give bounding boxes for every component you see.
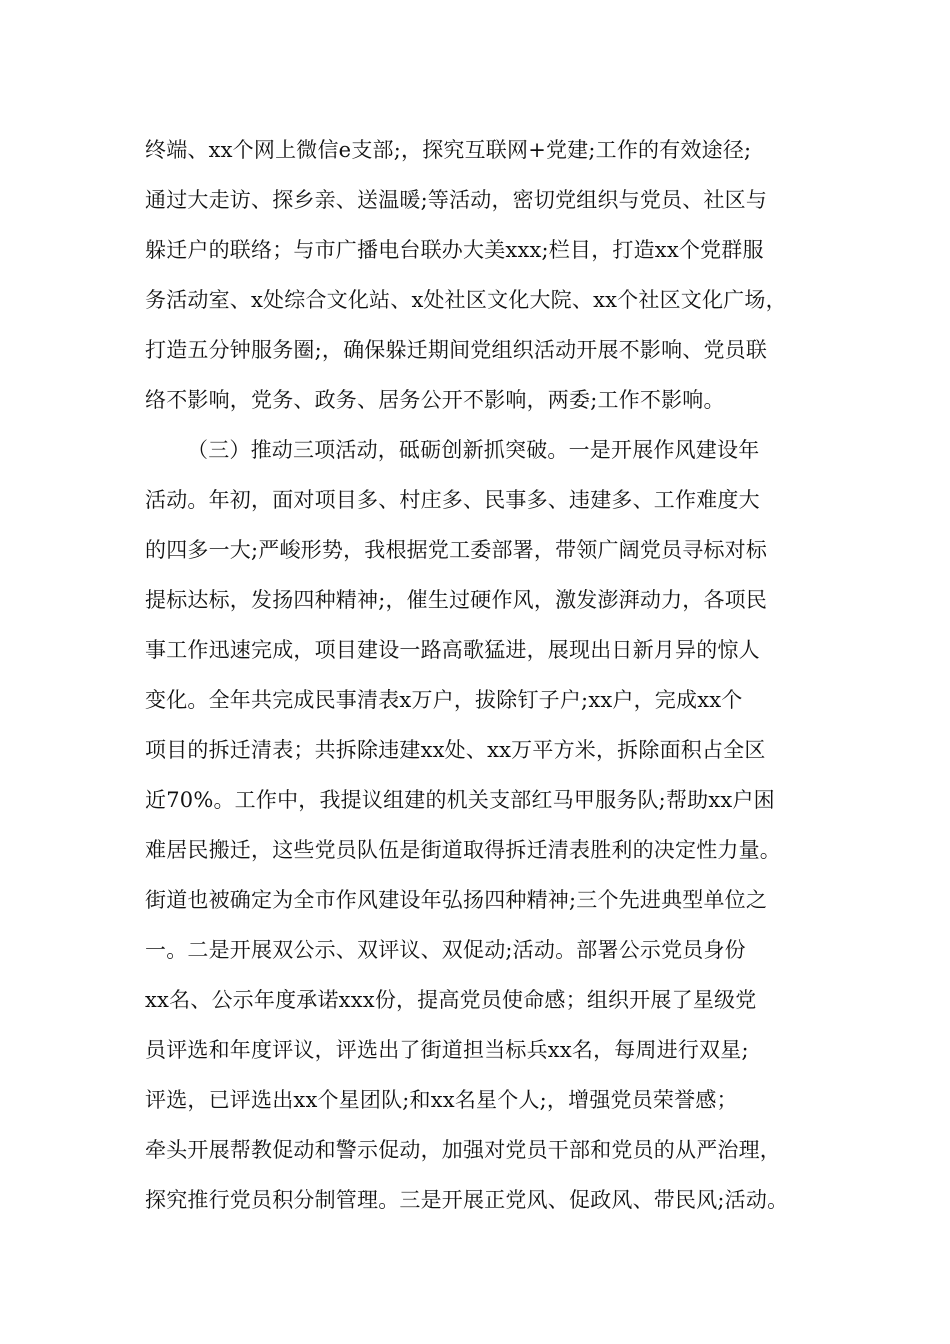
text-line: 一。二是开展双公示、双评议、双促动;活动。部署公示党员身份: [145, 938, 746, 962]
text-line: 活动。年初，面对项目多、村庄多、民事多、违建多、工作难度大: [145, 488, 760, 512]
text-line: 通过大走访、探乡亲、送温暖;等活动，密切党组织与党员、社区与: [145, 188, 768, 212]
text-line: 终端、xx个网上微信e支部;，探究互联网+党建;工作的有效途径;: [145, 138, 752, 162]
text-line: 街道也被确定为全市作风建设年弘扬四种精神;三个先进典型单位之: [145, 888, 768, 912]
text-line: 的四多一大;严峻形势，我根据党工委部署，带领广阔党员寻标对标: [145, 538, 768, 562]
text-line: 变化。全年共完成民事清表x万户，拔除钉子户;xx户，完成xx个: [145, 688, 743, 712]
text-line: 事工作迅速完成，项目建设一路高歌猛进，展现出日新月异的惊人: [145, 638, 760, 662]
text-line: 难居民搬迁，这些党员队伍是街道取得拆迁清表胜利的决定性力量。: [145, 838, 781, 862]
text-line: 评选，已评选出xx个星团队;和xx名星个人;，增强党员荣誉感；: [145, 1088, 738, 1112]
text-line: 牵头开展帮教促动和警示促动，加强对党员干部和党员的从严治理，: [145, 1138, 781, 1162]
text-line: 络不影响，党务、政务、居务公开不影响，两委;工作不影响。: [145, 388, 725, 412]
text-line: xx名、公示年度承诺xxx份，提高党员使命感；组织开展了星级党: [145, 988, 757, 1012]
text-line: 躲迁户的联络；与市广播电台联办大美xxx;栏目，打造xx个党群服: [145, 238, 764, 262]
paragraph-start-line: （三）推动三项活动，砥砺创新抓突破。一是开展作风建设年: [187, 438, 760, 462]
text-line: 近70%。工作中，我提议组建的机关支部红马甲服务队;帮助xx户困: [145, 788, 775, 812]
text-line: 提标达标，发扬四种精神;，催生过硬作风，激发澎湃动力，各项民: [145, 588, 768, 612]
text-line: 项目的拆迁清表；共拆除违建xx处、xx万平方米，拆除面积占全区: [145, 738, 766, 762]
text-line: 务活动室、x处综合文化站、x处社区文化大院、xx个社区文化广场，: [145, 288, 787, 312]
text-line: 探究推行党员积分制管理。三是开展正党风、促政风、带民风;活动。: [145, 1188, 789, 1212]
text-line: 员评选和年度评议，评选出了街道担当标兵xx名，每周进行双星;: [145, 1038, 749, 1062]
text-line: 打造五分钟服务圈;，确保躲迁期间党组织活动开展不影响、党员联: [145, 338, 768, 362]
